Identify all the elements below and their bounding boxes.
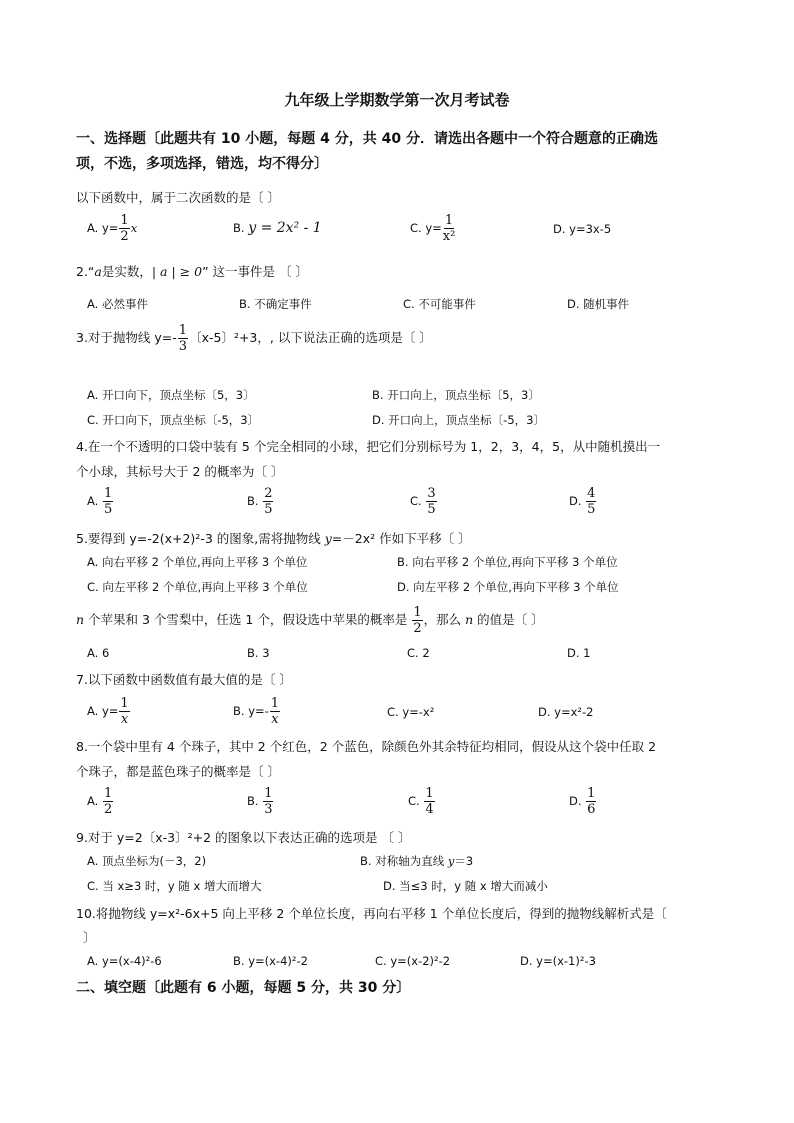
question-4-line1: 4.在一个不透明的口袋中装有 5 个完全相同的小球，把它们分别标号为 1，2，3，4，5，从中随机摸出一 <box>76 439 661 454</box>
q4-option-c: C. $\frac{3}{5}$ <box>410 486 436 517</box>
q10-option-b: B. y=(x-4)²-2 <box>233 954 308 968</box>
section1-heading-line2: 项，不选，多项选择，错选，均不得分〕 <box>76 156 328 172</box>
q8-option-b: B. $\frac{1}{3}$ <box>247 786 273 817</box>
q3-option-b: B. 开口向上，顶点坐标〔5，3〕 <box>372 388 540 402</box>
q1-option-a: A. y= $\frac{1}{2}$ x <box>87 213 138 244</box>
question-5-text: 5.要得到 y=-2(x+2)²-3 的图象,需将抛物线 y=－2x² 作如下平移〔 〕 <box>76 531 471 546</box>
q7-option-b: B. y=- $\frac{1}{x}$ <box>233 696 280 727</box>
q6-option-d: D. 1 <box>567 646 591 660</box>
q6-option-c: C. 2 <box>407 646 430 660</box>
q9-option-d: D. 当≤3 时，y 随 x 增大而减小 <box>383 879 548 893</box>
q3-option-d: D. 开口向上，顶点坐标〔-5，3〕 <box>372 413 545 427</box>
q10-option-a: A. y=(x-4)²-6 <box>87 954 162 968</box>
q8-option-c: C. $\frac{1}{4}$ <box>408 786 434 817</box>
q2-option-b: B. 不确定事件 <box>239 297 312 311</box>
q8-option-d: D. $\frac{1}{6}$ <box>569 786 596 817</box>
q1-option-c: C. y= $\frac{1}{\text{x²}}$ <box>410 213 456 244</box>
q5-option-a: A. 向右平移 2 个单位,再向上平移 3 个单位 <box>87 555 308 569</box>
exam-title: 九年级上学期数学第一次月考试卷 <box>284 91 510 109</box>
q2-option-c: C. 不可能事件 <box>403 297 476 311</box>
question-8-line2: 个珠子，都是蓝色珠子的概率是〔 〕 <box>76 764 280 779</box>
question-8-line1: 8.一个袋中里有 4 个珠子，其中 2 个红色，2 个蓝色，除颜色外其余特征均相同，假设从这个袋中任取 2 <box>76 739 657 754</box>
section1-heading-line1: 一、选择题〔此题共有 10 小题，每题 4 分，共 40 分．请选出各题中一个符合题意的正确选 <box>76 131 658 147</box>
q9-option-a: A. 顶点坐标为(－3，2) <box>87 854 207 868</box>
q4-option-d: D. $\frac{4}{5}$ <box>569 486 596 517</box>
q5-option-d: D. 向左平移 2 个单位,再向下平移 3 个单位 <box>397 580 619 594</box>
q3-option-c: C. 开口向下，顶点坐标〔-5，3〕 <box>87 413 260 427</box>
q9-option-b: B. 对称轴为直线 y＝3 <box>360 854 474 868</box>
q4-option-b: B. $\frac{2}{5}$ <box>247 486 273 517</box>
question-9-text: 9.对于 y=2〔x-3〕²+2 的图象以下表达正确的选项是 〔 〕 <box>76 830 411 845</box>
q5-option-c: C. 向左平移 2 个单位,再向上平移 3 个单位 <box>87 580 308 594</box>
question-4-line2: 个小球，其标号大于 2 的概率为〔 〕 <box>76 464 284 479</box>
question-6-text: n 个苹果和 3 个雪梨中，任选 1 个，假设选中苹果的概率是 $\frac{1}{2}$ ，那么 n 的值是〔 〕 <box>76 605 544 636</box>
q9-option-c: C. 当 x≥3 时，y 随 x 增大而增大 <box>87 879 262 893</box>
question-10-line2: 〕 <box>83 930 96 945</box>
question-7-text: 7.以下函数中函数值有最大值的是〔 〕 <box>76 672 292 687</box>
q7-option-d: D. y=x²-2 <box>538 705 594 719</box>
q6-option-b: B. 3 <box>247 646 270 660</box>
q3-option-a: A. 开口向下，顶点坐标〔5，3〕 <box>87 388 255 402</box>
q2-option-a: A. 必然事件 <box>87 297 148 311</box>
q1-option-b: B. y = 2x² - 1 <box>233 220 322 236</box>
q2-option-d: D. 随机事件 <box>567 297 630 311</box>
q4-option-a: A. $\frac{1}{5}$ <box>87 486 113 517</box>
question-3-text: 3.对于抛物线 y=- $\frac{1}{3}$ 〔x-5〕²+3，, 以下说法正确的选项是〔 〕 <box>76 323 432 354</box>
q7-option-a: A. y= $\frac{1}{x}$ <box>87 696 129 727</box>
question-10-line1: 10.将抛物线 y=x²-6x+5 向上平移 2 个单位长度，再向右平移 1 个单位长度后，得到的抛物线解析式是〔 <box>76 906 667 921</box>
question-1-text: 以下函数中，属于二次函数的是〔 〕 <box>76 190 280 205</box>
section2-heading: 二、填空题〔此题有 6 小题，每题 5 分，共 30 分〕 <box>76 980 411 996</box>
q10-option-c: C. y=(x-2)²-2 <box>375 954 451 968</box>
q5-option-b: B. 向右平移 2 个单位,再向下平移 3 个单位 <box>397 555 618 569</box>
question-2-text: 2.“a是实数，| a | ≥ 0” 这一事件是 〔 〕 <box>76 264 308 279</box>
q8-option-a: A. $\frac{1}{2}$ <box>87 786 113 817</box>
q7-option-c: C. y=-x² <box>387 705 435 719</box>
q10-option-d: D. y=(x-1)²-3 <box>520 954 596 968</box>
q1-option-d: D. y=3x-5 <box>553 222 612 236</box>
q6-option-a: A. 6 <box>87 646 110 660</box>
